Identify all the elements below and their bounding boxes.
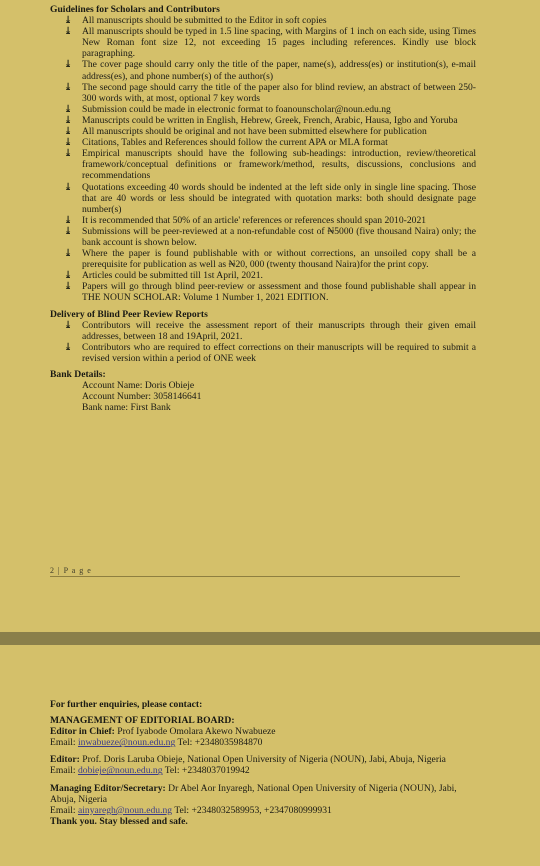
delivery-item: ⤓ Contributors will receive the assessment report of their manuscripts through their given email addresses, between 18 and 19April, 2021. — [64, 319, 476, 342]
editor-contact: Email: dobieje@noun.edu.ng Tel: +2348037019942 — [50, 765, 250, 777]
managing-editor: Managing Editor/Secretary: Dr Abel Aor Inyaregh, National Open University of Nigeria (NOUN), Jabi, Abuja, Nigeria — [50, 782, 457, 805]
page-separator — [0, 632, 540, 645]
editor: Editor: Prof. Doris Laruba Obieje, National Open University of Nigeria (NOUN), Jabi, Abuja, Nigeria — [50, 754, 446, 766]
bank-heading: Bank Details: — [50, 369, 106, 380]
contact-section — [50, 699, 476, 827]
bank-account-number: Account Number: 3058146641 — [82, 391, 202, 403]
arrow-bullet-icon: ⤓ — [64, 248, 73, 260]
guideline-item: ⤓ Submissions will be peer-reviewed at a non-refundable cost of ₦5000 (five thousand Naira) only; the bank account is shown below. — [64, 225, 476, 248]
guideline-item: ⤓ Quotations exceeding 40 words should be indented at the left side only in single line spacing. Those that are 40 words or less should be integrated with quotation marks: both should designate page number(s) — [64, 181, 476, 215]
arrow-bullet-icon: ⤓ — [64, 126, 73, 138]
guideline-item: ⤓ Where the paper is found publishable with or without corrections, an unsoiled copy shall be a prerequisite for publication as well as ₦20, 000 (twenty thousand Naira)for the print copy. — [64, 248, 476, 271]
guidelines-heading: Guidelines for Scholars and Contributors — [50, 4, 220, 15]
guideline-item: ⤓ Citations, Tables and References should follow the current APA or MLA format — [64, 137, 388, 149]
arrow-bullet-icon: ⤓ — [64, 341, 73, 353]
arrow-bullet-icon: ⤓ — [64, 59, 73, 71]
arrow-bullet-icon: ⤓ — [64, 319, 73, 331]
arrow-bullet-icon: ⤓ — [64, 15, 73, 27]
guideline-item: ⤓ All manuscripts should be submitted to the Editor in soft copies — [64, 15, 327, 27]
guideline-item: ⤓ All manuscripts should be original and not have been submitted elsewhere for publication — [64, 126, 427, 138]
guideline-item: ⤓ Papers will go through blind peer-review or assessment and those found publishable shall appear in THE NOUN SCHOLAR: Volume 1 Number 1, 2021 EDITION. — [64, 281, 476, 304]
arrow-bullet-icon: ⤓ — [64, 148, 73, 160]
guideline-item: ⤓ Submission could be made in electronic format to foanounscholar@noun.edu.ng — [64, 103, 391, 115]
document-page-2 — [0, 645, 540, 866]
bank-account-name: Account Name: Doris Obieje — [82, 380, 195, 392]
delivery-item: ⤓ Contributors who are required to effect corrections on their manuscripts will be required to submit a revised version within a period of ONE week — [64, 341, 476, 364]
editor-email-link[interactable]: dobieje@noun.edu.ng — [77, 765, 163, 777]
secretary-email-link[interactable]: ainyaregh@noun.edu.ng — [77, 804, 173, 816]
arrow-bullet-icon: ⤓ — [64, 26, 73, 38]
footer-divider — [50, 576, 460, 577]
arrow-bullet-icon: ⤓ — [64, 103, 73, 115]
arrow-bullet-icon: ⤓ — [64, 181, 73, 193]
guideline-item: ⤓ Empirical manuscripts should have the following sub-headings: introduction, review/theoretical framework/conceptual definitions or framework/method, results, discussions, conclusions and recommendations — [64, 148, 476, 182]
arrow-bullet-icon: ⤓ — [64, 137, 73, 149]
closing-note: Thank you. Stay blessed and safe. — [50, 815, 188, 827]
page-number: 2 | P a g e — [50, 566, 92, 575]
page-footer — [50, 566, 440, 574]
managing-editor-contact: Email: ainyaregh@noun.edu.ng Tel: +2348032589953, +2347080999931 — [50, 804, 332, 816]
chief-email-link[interactable]: inwabueze@noun.edu.ng — [77, 737, 176, 749]
guideline-item: ⤓ Articles could be submitted till 1st April, 2021. — [64, 270, 263, 282]
page-1-content — [50, 4, 476, 413]
guideline-item: ⤓ All manuscripts should be typed in 1.5 line spacing, with Margins of 1 inch on each side, using Times New Roman font size 12, not exceeding 15 pages including references. Kindly use block paragraphing. — [64, 26, 476, 60]
guideline-item: ⤓ Manuscripts could be written in English, Hebrew, Greek, French, Arabic, Hausa, Igbo and Yoruba — [64, 114, 458, 126]
arrow-bullet-icon: ⤓ — [64, 214, 73, 226]
guideline-item: ⤓ The cover page should carry only the title of the paper, name(s), address(es) or institution(s), e-mail address(es), and phone number(s) of the author(s) — [64, 59, 476, 82]
arrow-bullet-icon: ⤓ — [64, 281, 73, 293]
guideline-item: ⤓ The second page should carry the title of the paper also for blind review, an abstract of between 250-300 words with, at most, optional 7 key words — [64, 81, 476, 104]
guidelines-list — [50, 15, 476, 303]
bank-name: Bank name: First Bank — [82, 402, 171, 414]
board-heading: MANAGEMENT OF EDITORIAL BOARD: — [50, 715, 235, 727]
arrow-bullet-icon: ⤓ — [64, 114, 73, 126]
contact-intro: For further enquiries, please contact: — [50, 699, 203, 710]
guideline-item: ⤓ It is recommended that 50% of an article' references or references should span 2010-2021 — [64, 214, 427, 226]
arrow-bullet-icon: ⤓ — [64, 270, 73, 282]
delivery-list — [50, 320, 476, 364]
editor-in-chief-contact: Email: inwabueze@noun.edu.ng Tel: +2348035984870 — [50, 737, 263, 749]
arrow-bullet-icon: ⤓ — [64, 81, 73, 93]
arrow-bullet-icon: ⤓ — [64, 225, 73, 237]
editor-in-chief: Editor in Chief: Prof Iyabode Omolara Akewo Nwabueze — [50, 726, 276, 738]
delivery-heading: Delivery of Blind Peer Review Reports — [50, 308, 208, 320]
